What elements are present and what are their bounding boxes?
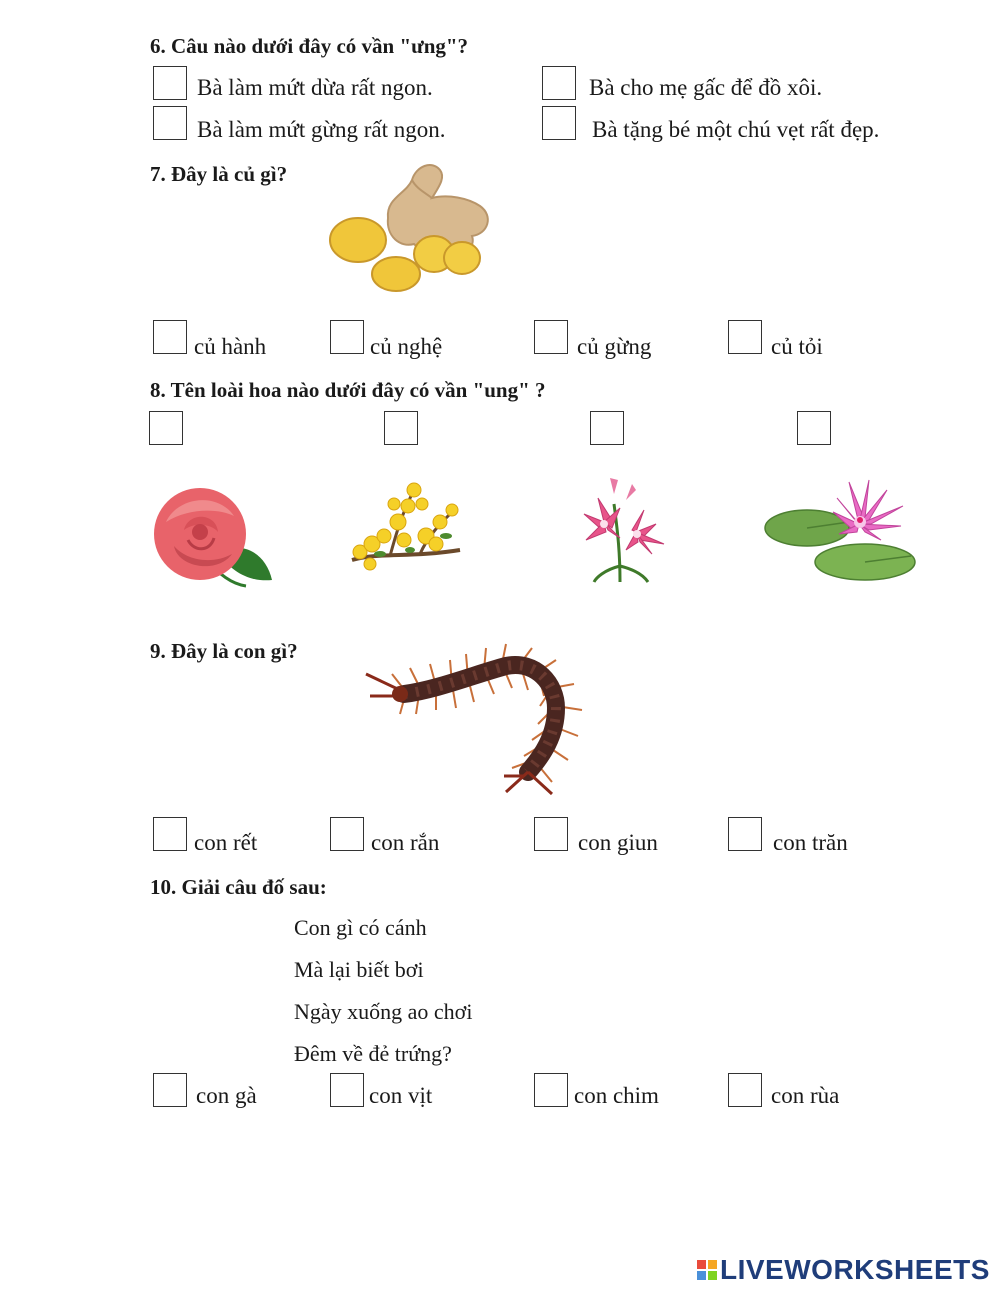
question-8-title: 8. Tên loài hoa nào dưới đây có vần "ung" ? xyxy=(150,378,546,402)
q10-checkbox-2[interactable] xyxy=(330,1073,364,1107)
water-lily-icon xyxy=(765,472,915,582)
q7-option-1: củ hành xyxy=(194,334,267,359)
riddle-line-2: Mà lại biết bơi xyxy=(294,957,424,982)
q6-option-4: Bà tặng bé một chú vẹt rất đẹp. xyxy=(592,117,880,142)
q9-option-4: con trăn xyxy=(773,830,848,855)
logo-mark-icon xyxy=(697,1260,717,1280)
logo-square-4 xyxy=(708,1271,717,1280)
q6-option-2: Bà cho mẹ gấc để đồ xôi. xyxy=(589,75,823,100)
q10-checkbox-3[interactable] xyxy=(534,1073,568,1107)
lily-icon xyxy=(574,474,668,584)
apricot-blossom-icon xyxy=(350,474,462,578)
q10-checkbox-1[interactable] xyxy=(153,1073,187,1107)
question-7-title: 7. Đây là củ gì? xyxy=(150,162,288,186)
q8-checkbox-1[interactable] xyxy=(149,411,183,445)
q8-checkbox-4[interactable] xyxy=(797,411,831,445)
question-9-title: 9. Đây là con gì? xyxy=(150,639,298,663)
q10-option-2: con vịt xyxy=(369,1083,433,1108)
q8-checkbox-3[interactable] xyxy=(590,411,624,445)
q8-checkbox-2[interactable] xyxy=(384,411,418,445)
logo-text: LIVEWORKSHEETS xyxy=(720,1254,990,1285)
logo-square-1 xyxy=(697,1260,706,1269)
q9-checkbox-4[interactable] xyxy=(728,817,762,851)
question-6-title: 6. Câu nào dưới đây có vần "ưng"? xyxy=(150,34,469,58)
q9-checkbox-1[interactable] xyxy=(153,817,187,851)
q6-checkbox-4[interactable] xyxy=(542,106,576,140)
q9-option-2: con rắn xyxy=(371,830,440,855)
q7-option-4: củ tỏi xyxy=(771,334,823,359)
q7-checkbox-4[interactable] xyxy=(728,320,762,354)
ginger-icon xyxy=(328,158,494,296)
q10-option-4: con rùa xyxy=(771,1083,840,1108)
q7-checkbox-1[interactable] xyxy=(153,320,187,354)
q10-checkbox-4[interactable] xyxy=(728,1073,762,1107)
q6-option-3: Bà làm mứt gừng rất ngon. xyxy=(197,117,446,142)
q9-checkbox-3[interactable] xyxy=(534,817,568,851)
q6-checkbox-1[interactable] xyxy=(153,66,187,100)
rose-icon xyxy=(148,482,274,590)
q9-option-3: con giun xyxy=(578,830,658,855)
q6-checkbox-2[interactable] xyxy=(542,66,576,100)
liveworksheets-logo[interactable] xyxy=(697,1254,990,1286)
riddle-line-3: Ngày xuống ao chơi xyxy=(294,999,473,1024)
riddle-line-4: Đêm về đẻ trứng? xyxy=(294,1041,452,1066)
q10-option-3: con chim xyxy=(574,1083,659,1108)
q7-option-3: củ gừng xyxy=(577,334,652,359)
q9-checkbox-2[interactable] xyxy=(330,817,364,851)
q7-option-2: củ nghệ xyxy=(370,334,443,359)
q7-checkbox-2[interactable] xyxy=(330,320,364,354)
q6-checkbox-3[interactable] xyxy=(153,106,187,140)
logo-square-2 xyxy=(708,1260,717,1269)
q10-option-1: con gà xyxy=(196,1083,257,1108)
centipede-icon xyxy=(356,644,602,796)
question-10-title: 10. Giải câu đố sau: xyxy=(150,875,327,899)
riddle-line-1: Con gì có cánh xyxy=(294,915,427,940)
logo-square-3 xyxy=(697,1271,706,1280)
q6-option-1: Bà làm mứt dừa rất ngon. xyxy=(197,75,433,100)
q9-option-1: con rết xyxy=(194,830,258,855)
q7-checkbox-3[interactable] xyxy=(534,320,568,354)
